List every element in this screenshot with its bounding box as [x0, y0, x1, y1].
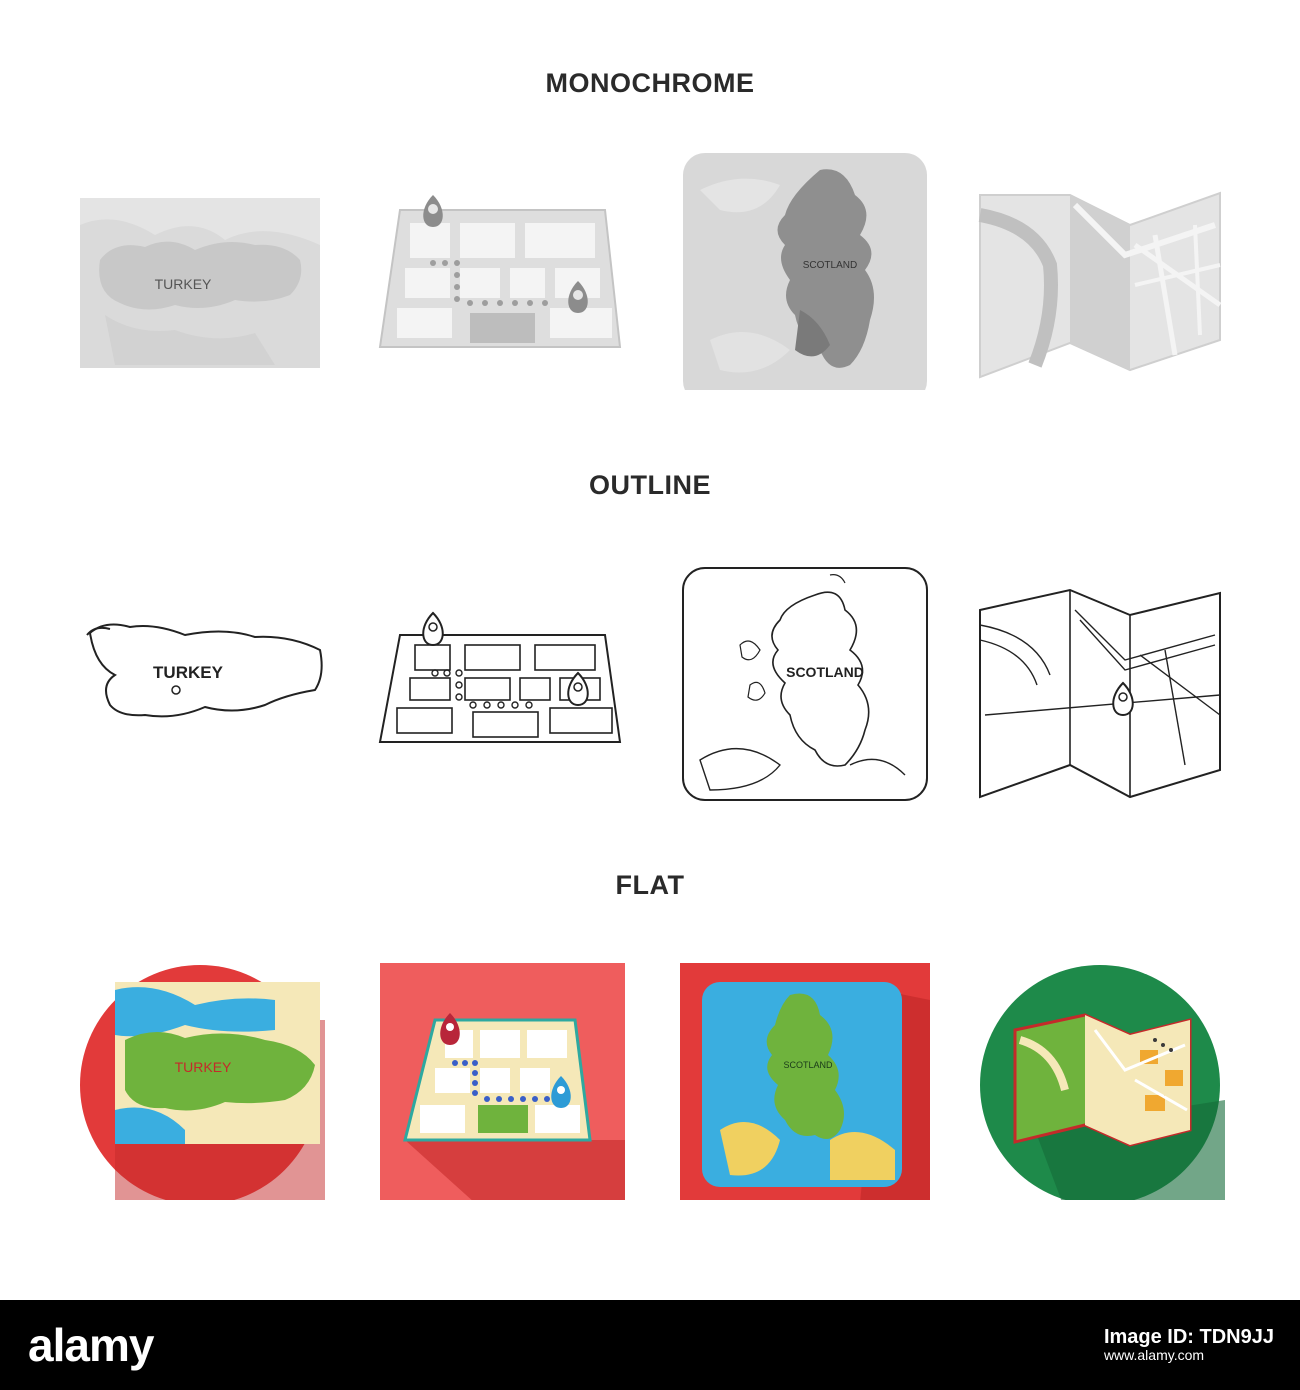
turkey-map-flat-icon — [75, 960, 325, 1200]
alamy-logo: alamy — [28, 1319, 154, 1371]
folded-map-monochrome-icon — [975, 165, 1225, 405]
turkey-label-flat: TURKEY — [174, 1059, 232, 1075]
city-map-route-outline-icon — [375, 560, 625, 800]
scotland-label-outline: SCOTLAND — [786, 664, 864, 680]
watermark-footer — [0, 1300, 1300, 1390]
folded-map-outline-icon — [975, 565, 1225, 805]
turkey-label-outline: TURKEY — [153, 663, 223, 682]
turkey-map-monochrome-icon — [75, 165, 325, 405]
city-map-route-flat-icon — [375, 960, 625, 1200]
image-id-caption: Image ID: TDN9JJ — [1103, 1326, 1274, 1348]
image-id-block — [1104, 1328, 1274, 1364]
scotland-map-flat-icon — [680, 960, 930, 1200]
section-title-flat: FLAT — [615, 870, 685, 900]
section-title-monochrome: MONOCHROME — [545, 68, 755, 98]
turkey-label-monochrome: TURKEY — [154, 276, 212, 292]
image-id-url: www.alamy.com — [1103, 1347, 1205, 1363]
scotland-label-monochrome: SCOTLAND — [802, 260, 858, 271]
folded-map-flat-icon — [975, 960, 1225, 1200]
scotland-map-outline-icon — [680, 565, 930, 805]
scotland-map-monochrome-icon — [680, 150, 930, 390]
city-map-route-monochrome-icon — [375, 165, 625, 405]
section-title-outline: OUTLINE — [589, 470, 711, 500]
scotland-label-flat: SCOTLAND — [783, 1060, 833, 1070]
turkey-map-outline-icon — [75, 565, 325, 805]
